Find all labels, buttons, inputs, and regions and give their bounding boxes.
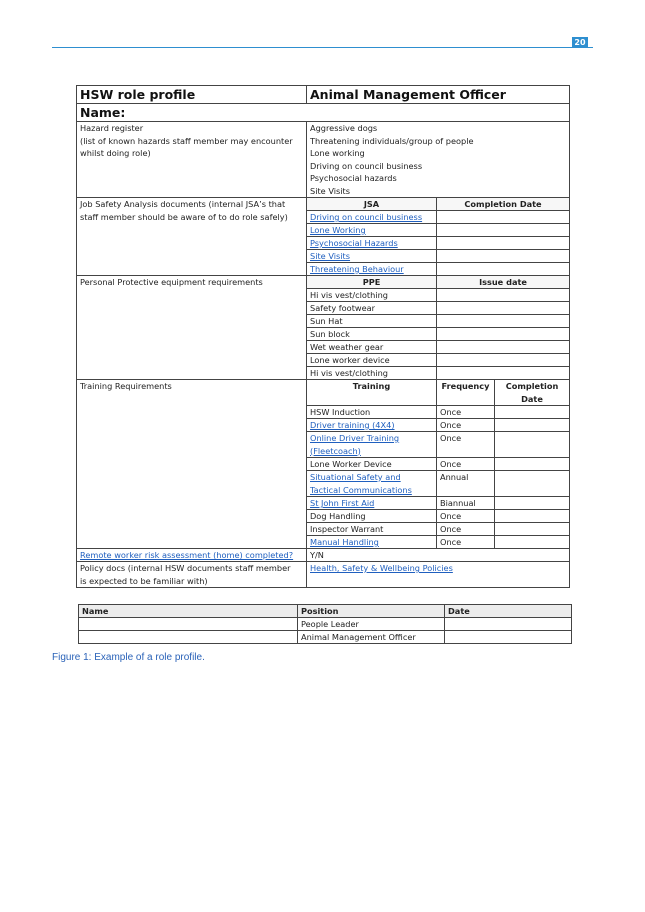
hazard-item: Site Visits: [310, 185, 351, 196]
remote-answer: Y/N: [307, 549, 570, 562]
hazard-item: Lone working: [310, 148, 365, 158]
training-item[interactable]: [307, 536, 437, 549]
jsa-link[interactable]: Lone Working: [310, 225, 366, 235]
hazard-list: [307, 122, 570, 198]
jsa-header: JSA: [307, 198, 437, 211]
training-frequency: Annual: [437, 471, 495, 497]
ppe-item: Safety footwear: [307, 302, 437, 315]
training-link[interactable]: Situational Safety and: [310, 472, 401, 482]
jsa-date-cell: [437, 224, 570, 237]
training-frequency: Once: [437, 510, 495, 523]
training-item: HSW Induction: [307, 406, 437, 419]
hazard-item: Driving on council business: [310, 160, 423, 171]
ppe-item: Wet weather gear: [307, 341, 437, 354]
hazard-register-label: Hazard register (list of known hazards staff member may encounter whilst doing role): [77, 122, 307, 198]
remote-assessment[interactable]: [77, 549, 307, 562]
completion-header: Completion Date: [495, 380, 570, 406]
ppe-date-cell: [437, 367, 570, 380]
training-link[interactable]: Manual Handling: [310, 537, 379, 547]
training-item[interactable]: [307, 419, 437, 432]
training-frequency: Once: [437, 419, 495, 432]
training-date-cell: [495, 458, 570, 471]
training-item: Lone Worker Device: [307, 458, 437, 471]
ppe-date-cell: [437, 354, 570, 367]
page-number: 20: [572, 37, 588, 48]
training-header: Training: [307, 380, 437, 406]
signoff-position-cell: Animal Management Officer: [298, 631, 445, 644]
training-frequency: Once: [437, 523, 495, 536]
hazard-item: Threatening individuals/group of people: [310, 135, 474, 146]
training-frequency: Once: [437, 432, 495, 458]
training-item[interactable]: [307, 432, 437, 458]
signoff-name-header: Name: [79, 605, 298, 618]
jsa-item[interactable]: [307, 263, 437, 276]
training-label: Training Requirements: [77, 380, 307, 549]
signoff-position-header: Position: [298, 605, 445, 618]
ppe-item: Sun block: [307, 328, 437, 341]
training-date-cell: [495, 432, 570, 458]
jsa-link[interactable]: Psychosocial Hazards: [310, 238, 398, 248]
ppe-date-cell: [437, 328, 570, 341]
ppe-date-cell: [437, 341, 570, 354]
ppe-date-cell: [437, 315, 570, 328]
training-frequency: Once: [437, 458, 495, 471]
role-profile-table: [76, 85, 570, 588]
name-label: Name:: [77, 104, 570, 122]
training-date-cell: [495, 419, 570, 432]
training-date-cell: [495, 497, 570, 510]
hazard-item: Psychosocial hazards: [310, 173, 397, 183]
signoff-name-cell: [79, 631, 298, 644]
training-date-cell: [495, 523, 570, 536]
training-link[interactable]: Driver training (4X4): [310, 420, 395, 430]
training-item: Dog Handling: [307, 510, 437, 523]
figure-caption: Figure 1: Example of a role profile.: [52, 652, 205, 663]
ppe-header: PPE: [307, 276, 437, 289]
signoff-name-cell: [79, 618, 298, 631]
frequency-header: Frequency: [437, 380, 495, 406]
signoff-date-header: Date: [445, 605, 572, 618]
training-date-cell: [495, 510, 570, 523]
signoff-date-cell: [445, 618, 572, 631]
jsa-date-cell: [437, 250, 570, 263]
jsa-completion-header: Completion Date: [437, 198, 570, 211]
jsa-date-cell: [437, 237, 570, 250]
jsa-link[interactable]: Threatening Behaviour: [310, 264, 404, 274]
policy-cell[interactable]: [307, 562, 570, 588]
training-link[interactable]: Tactical Communications: [310, 484, 412, 495]
signoff-table: [78, 604, 572, 644]
ppe-item: Sun Hat: [307, 315, 437, 328]
jsa-date-cell: [437, 211, 570, 224]
ppe-item: Lone worker device: [307, 354, 437, 367]
policy-link[interactable]: Health, Safety & Wellbeing Policies: [310, 563, 453, 573]
training-link[interactable]: (Fleetcoach): [310, 445, 361, 456]
jsa-item[interactable]: [307, 237, 437, 250]
training-frequency: Once: [437, 406, 495, 419]
jsa-item[interactable]: [307, 211, 437, 224]
jsa-date-cell: [437, 263, 570, 276]
jsa-label: Job Safety Analysis documents (internal JSA’s that staff member should be aware of to do role safely): [77, 198, 307, 276]
ppe-item: Hi vis vest/clothing: [307, 367, 437, 380]
signoff-position-cell: People Leader: [298, 618, 445, 631]
ppe-issue-header: Issue date: [437, 276, 570, 289]
training-item: Inspector Warrant: [307, 523, 437, 536]
remote-assessment-link[interactable]: Remote worker risk assessment (home) completed?: [80, 550, 294, 560]
training-item[interactable]: [307, 497, 437, 510]
ppe-date-cell: [437, 289, 570, 302]
role-title: Animal Management Officer: [307, 86, 570, 104]
training-date-cell: [495, 471, 570, 497]
jsa-item[interactable]: [307, 250, 437, 263]
training-date-cell: [495, 406, 570, 419]
training-link[interactable]: St John First Aid: [310, 498, 375, 508]
jsa-item[interactable]: [307, 224, 437, 237]
training-frequency: Once: [437, 536, 495, 549]
training-link[interactable]: Online Driver Training: [310, 433, 400, 443]
training-date-cell: [495, 536, 570, 549]
ppe-date-cell: [437, 302, 570, 315]
jsa-link[interactable]: Driving on council business: [310, 212, 423, 222]
policy-label: Policy docs (internal HSW documents staff member is expected to be familiar with): [77, 562, 307, 588]
signoff-date-cell: [445, 631, 572, 644]
ppe-label: Personal Protective equipment requirements: [77, 276, 307, 380]
training-frequency: Biannual: [437, 497, 495, 510]
jsa-link[interactable]: Site Visits: [310, 251, 351, 261]
hazard-item: Aggressive dogs: [310, 123, 378, 133]
ppe-item: Hi vis vest/clothing: [307, 289, 437, 302]
header-rule: [52, 47, 593, 48]
profile-title: HSW role profile: [77, 86, 307, 104]
training-item[interactable]: [307, 471, 437, 497]
